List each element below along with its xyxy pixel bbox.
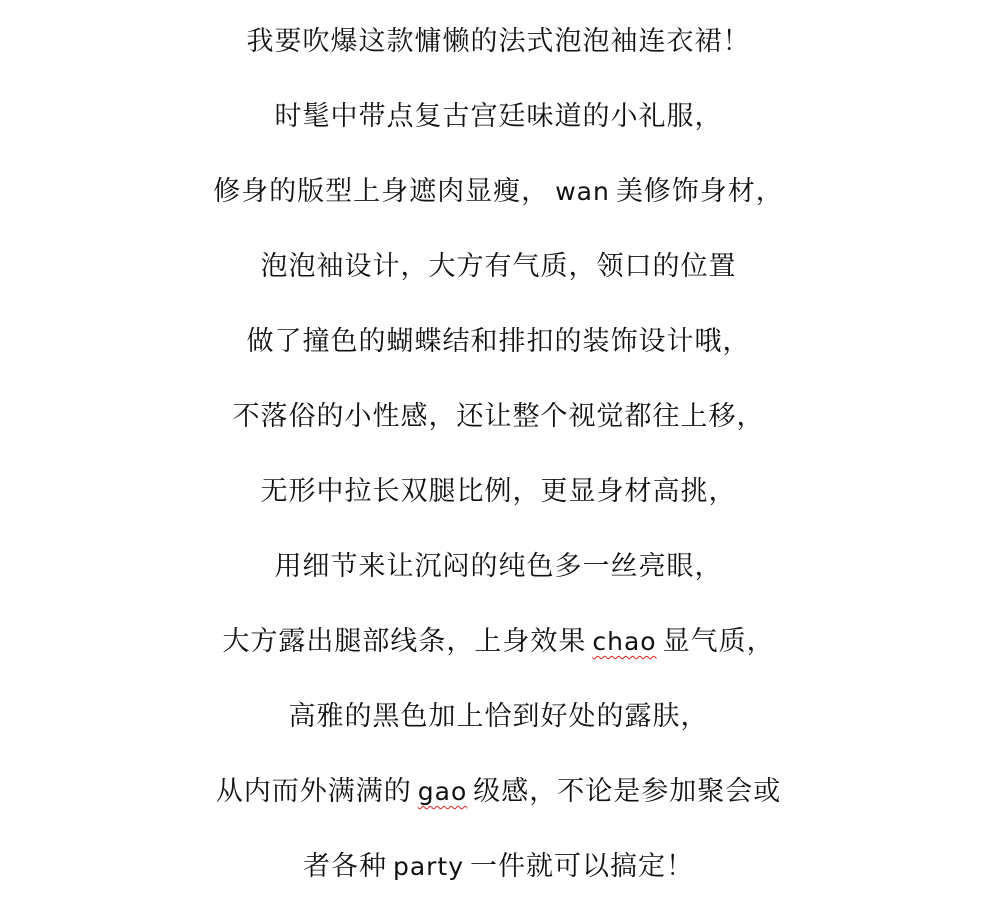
latin-word: wan bbox=[555, 177, 610, 206]
text-segment: 高雅的黑色加上恰到好处的露肤， bbox=[288, 701, 709, 732]
text-line-11 bbox=[0, 772, 997, 812]
text-segment: 一件就可以搞定！ bbox=[470, 851, 695, 882]
text-line-2 bbox=[0, 97, 997, 137]
text-segment: 者各种 bbox=[302, 851, 387, 882]
text-segment: 大方露出腿部线条，上身效果 bbox=[222, 626, 587, 657]
text-segment: 从内而外满满的 bbox=[215, 776, 412, 807]
text-segment: 泡泡袖设计，大方有气质，领口的位置 bbox=[260, 251, 737, 282]
text-segment: 修身的版型上身遮肉显瘦， bbox=[213, 176, 550, 207]
text-segment: 无形中拉长双腿比例，更显身材高挑， bbox=[260, 476, 737, 507]
latin-word: party bbox=[392, 852, 465, 881]
text-line-8 bbox=[0, 547, 997, 587]
text-line-7 bbox=[0, 472, 997, 512]
text-segment: 做了撞色的蝴蝶结和排扣的装饰设计哦， bbox=[246, 326, 751, 357]
text-line-10 bbox=[0, 697, 997, 737]
text-segment: 级感，不论是参加聚会或 bbox=[473, 776, 782, 807]
text-line-5 bbox=[0, 322, 997, 362]
text-segment: 时髦中带点复古宫廷味道的小礼服， bbox=[274, 101, 723, 132]
text-segment: 我要吹爆这款慵懒的法式泡泡袖连衣裙！ bbox=[246, 26, 751, 57]
text-line-9 bbox=[0, 622, 997, 662]
text-line-12 bbox=[0, 847, 997, 887]
text-segment: 美修饰身材， bbox=[615, 176, 784, 207]
text-line-6 bbox=[0, 397, 997, 437]
spellcheck-flagged-word[interactable]: gao bbox=[417, 777, 468, 806]
text-line-4 bbox=[0, 247, 997, 287]
spellcheck-flagged-word[interactable]: chao bbox=[592, 627, 657, 656]
text-segment: 显气质， bbox=[662, 626, 775, 657]
text-line-1 bbox=[0, 22, 997, 62]
text-line-3 bbox=[0, 172, 997, 212]
text-segment: 不落俗的小性感，还让整个视觉都往上移， bbox=[232, 401, 765, 432]
text-segment: 用细节来让沉闷的纯色多一丝亮眼， bbox=[274, 551, 723, 582]
